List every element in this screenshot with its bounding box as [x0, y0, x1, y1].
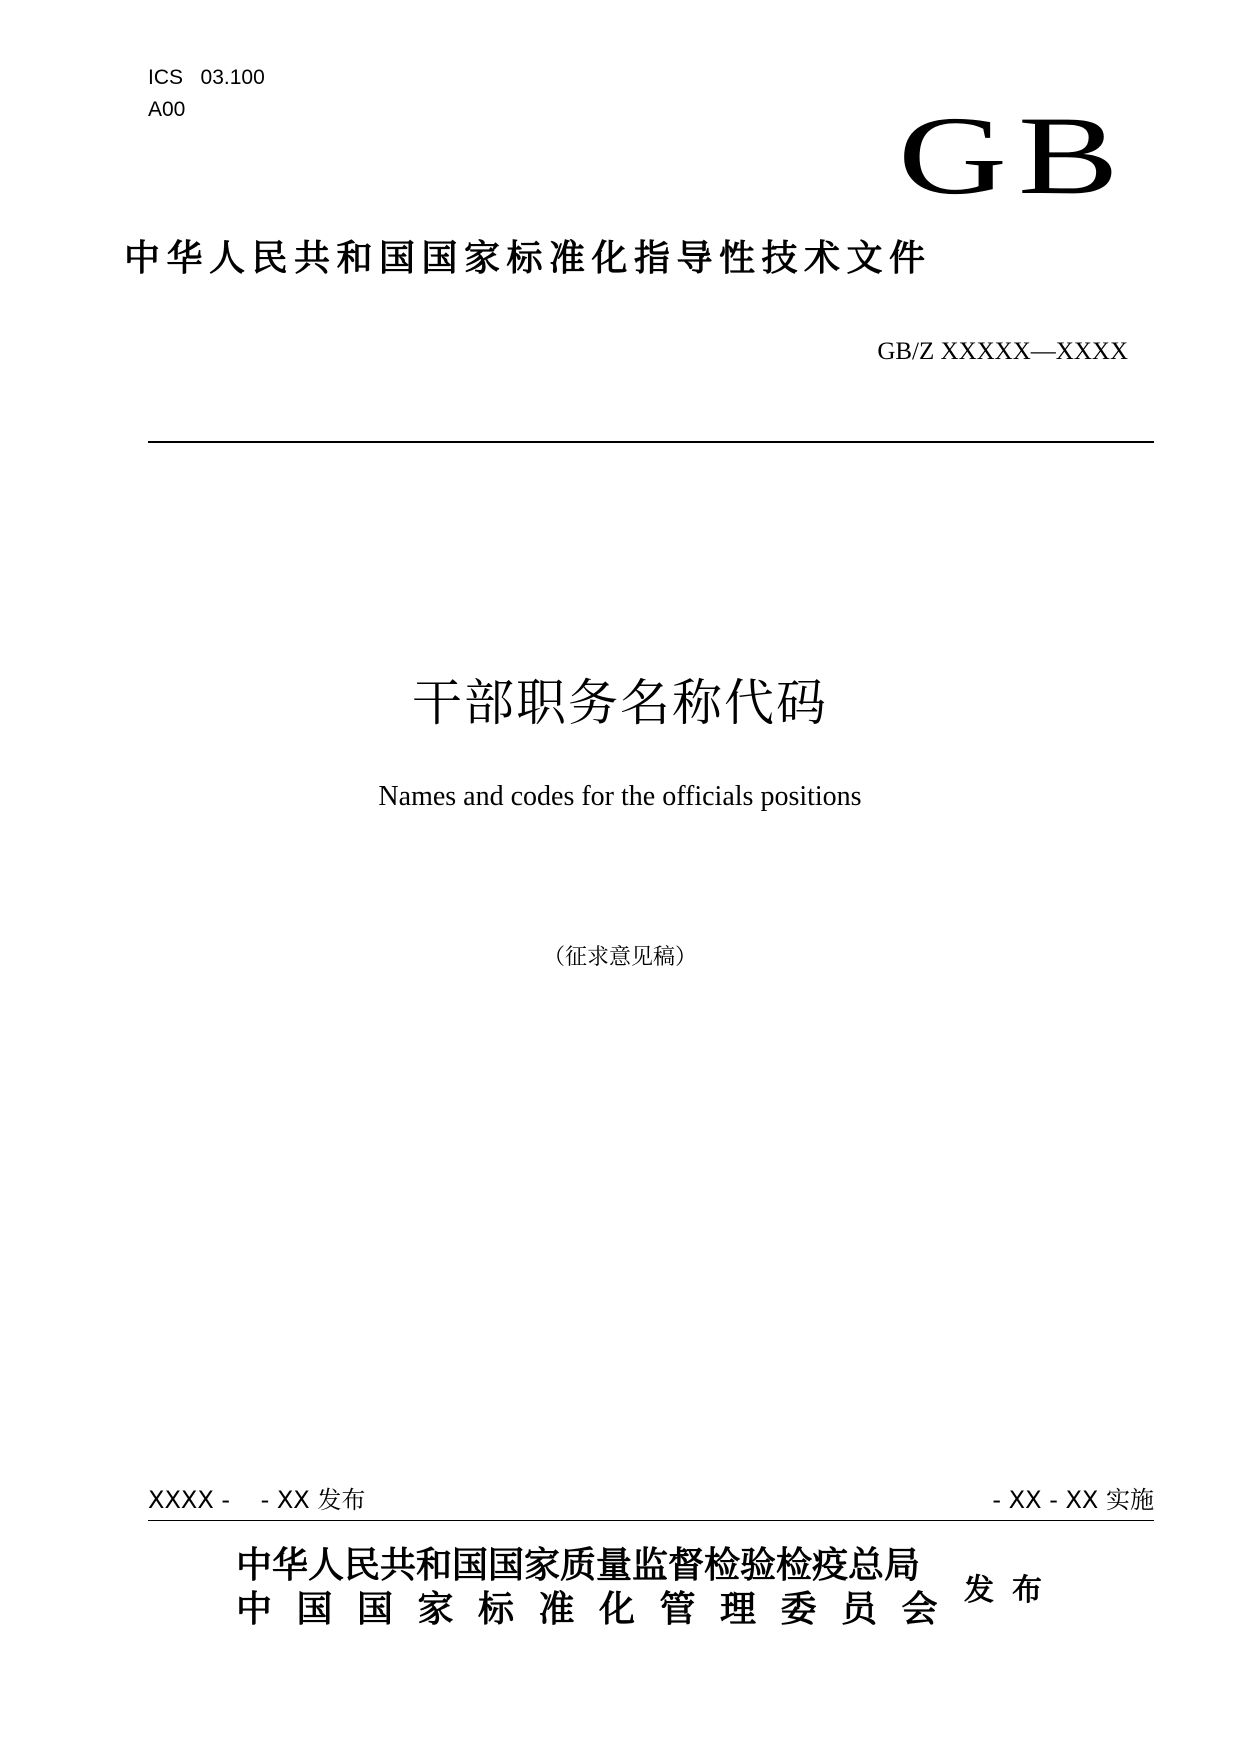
issue-date: XXXX - - XX 发布: [148, 1486, 366, 1514]
issue-action: 发布: [964, 1573, 1060, 1608]
top-divider: [148, 441, 1154, 443]
implementation-date: - XX - XX 实施: [992, 1486, 1154, 1514]
draft-status: （征求意见稿）: [542, 945, 697, 970]
issuer-line-2: 中国国家标准化管理委员会: [236, 1589, 963, 1630]
gb-logo: GB: [898, 94, 1130, 218]
ccs-code: A00: [148, 98, 186, 121]
document-title-chinese: 干部职务名称代码: [412, 674, 828, 732]
issuing-authorities: [236, 1544, 962, 1632]
ics-value: 03.100: [200, 66, 265, 89]
organization-line: 中华人民共和国国家标准化指导性技术文件: [124, 238, 932, 279]
bottom-divider: [148, 1520, 1154, 1521]
ics-label: ICS: [148, 66, 184, 89]
document-title-english: Names and codes for the officials positions: [378, 781, 862, 812]
ics-row: [148, 62, 265, 94]
ics-block: [148, 62, 265, 126]
standard-number: GB/Z XXXXX—XXXX: [877, 338, 1128, 365]
issuer-line-1: 中华人民共和国国家质量监督检验检疫总局: [236, 1545, 921, 1586]
